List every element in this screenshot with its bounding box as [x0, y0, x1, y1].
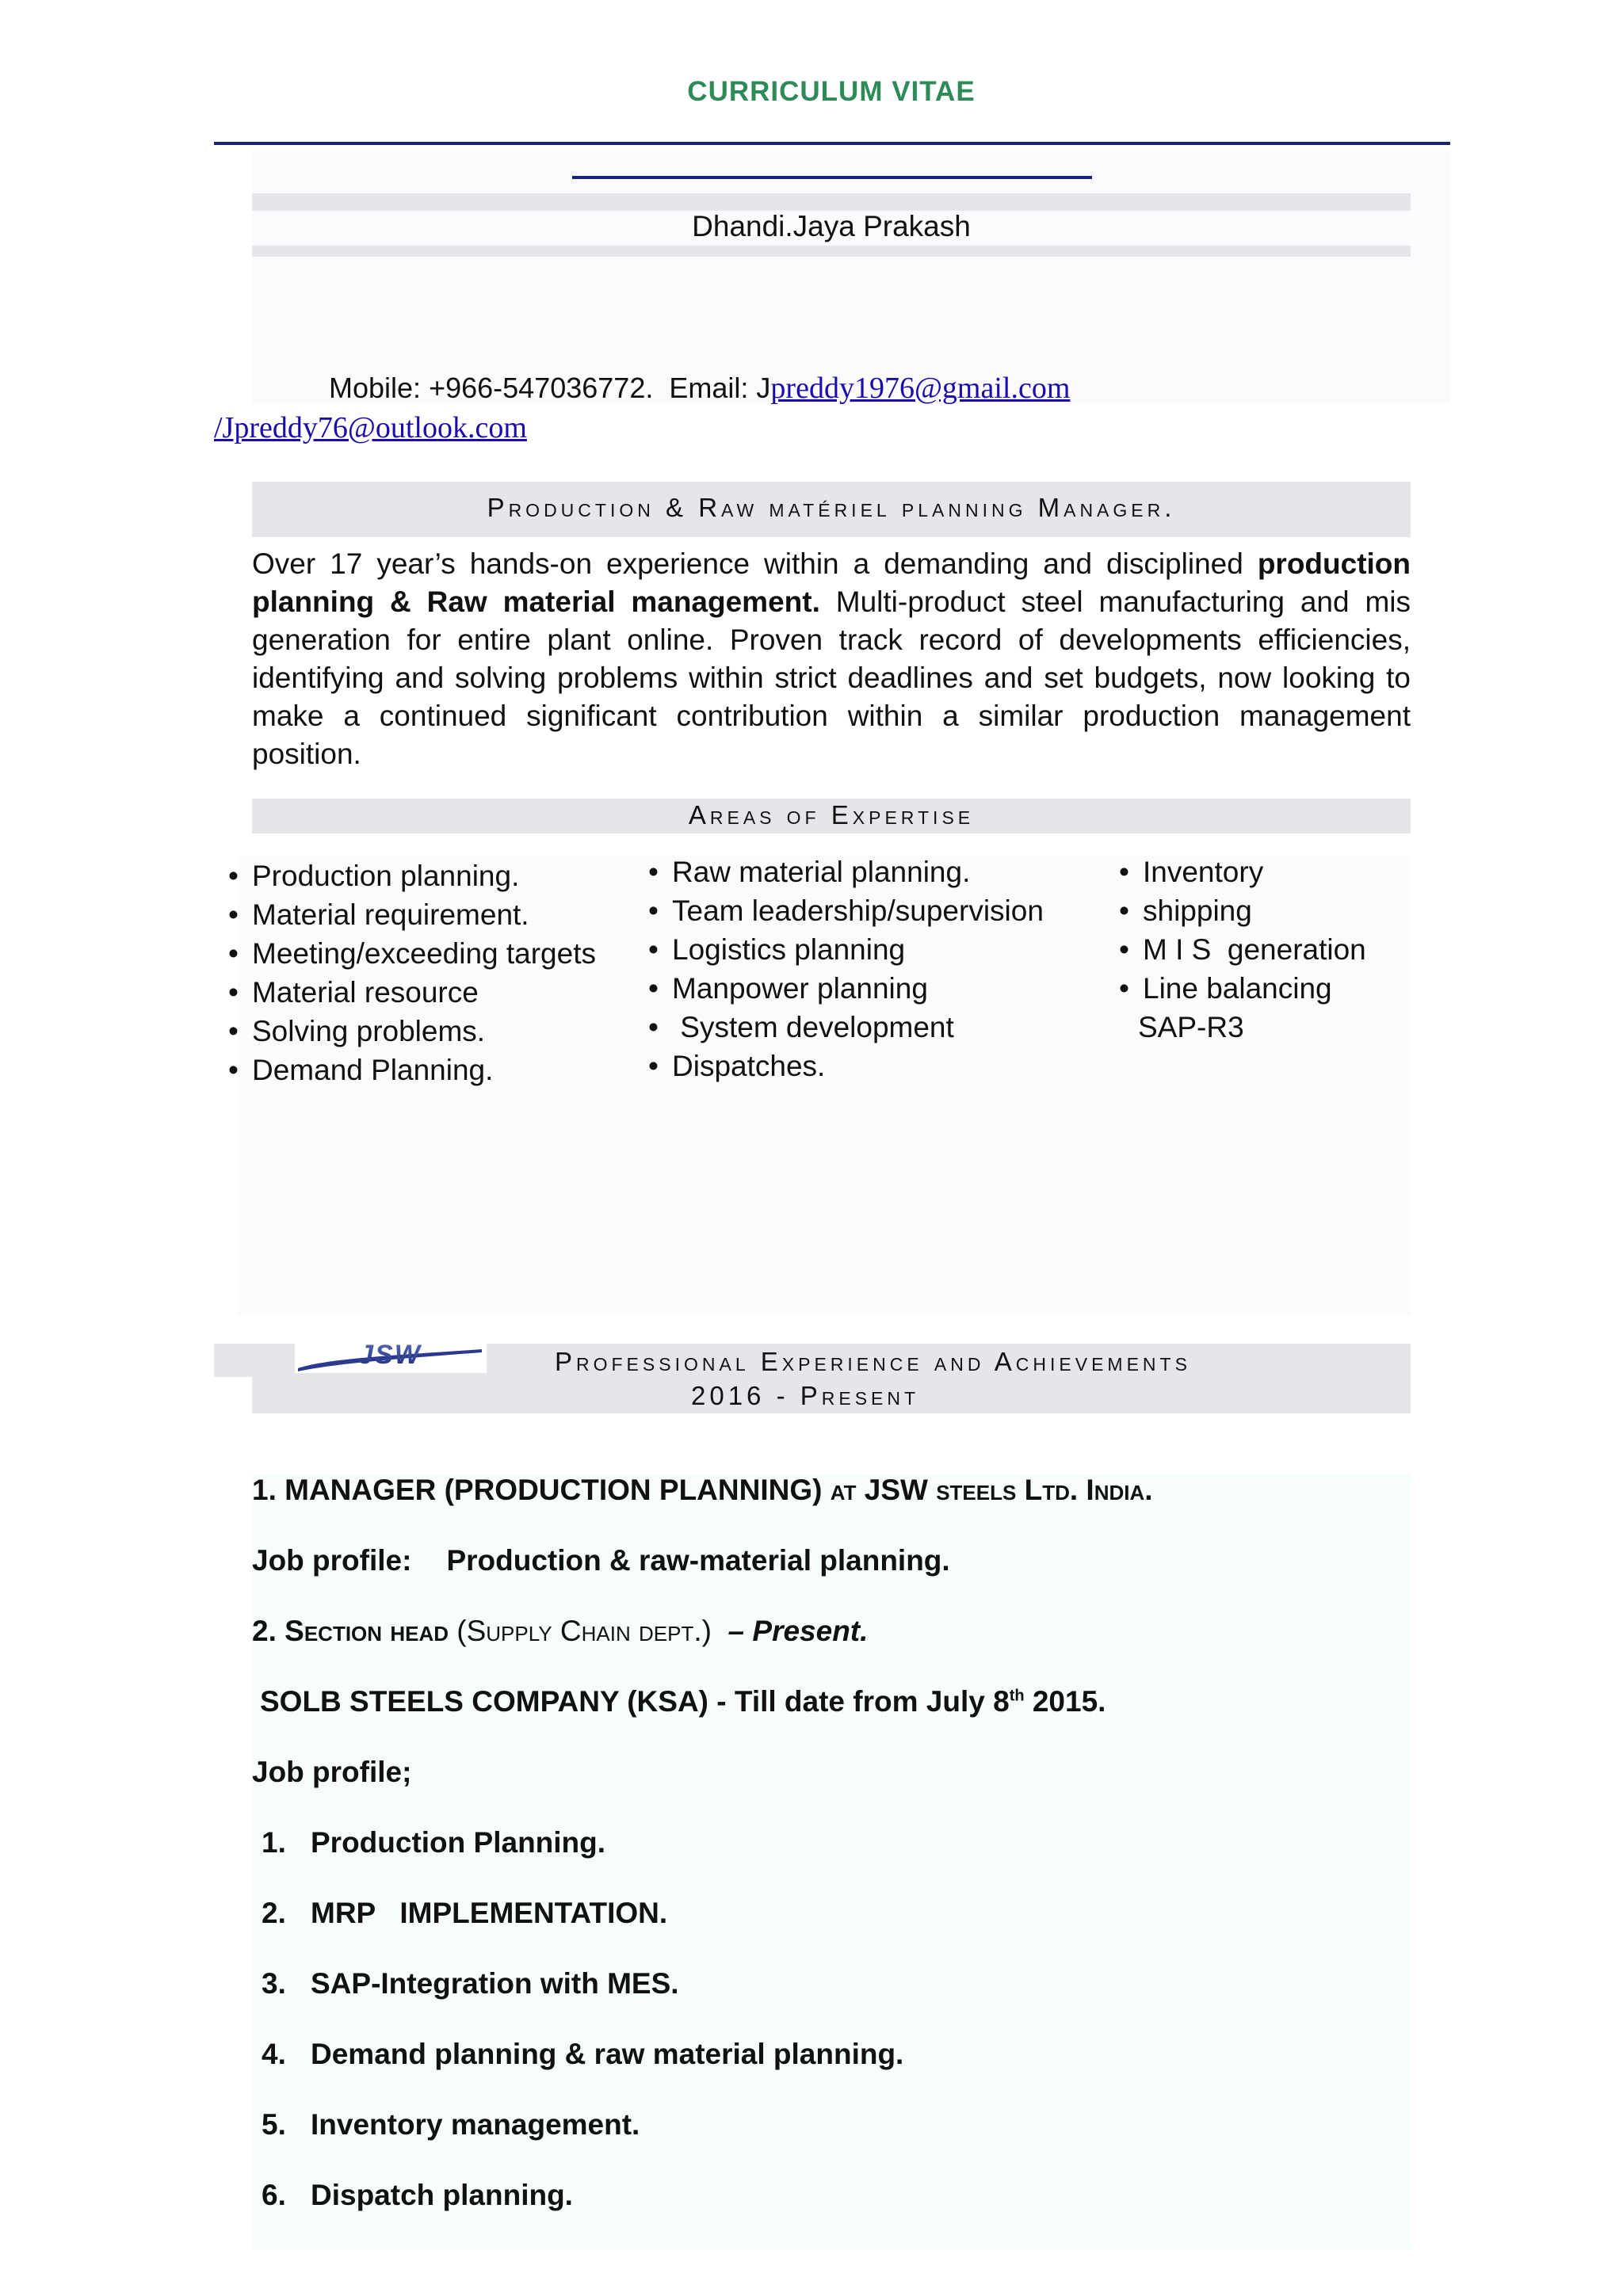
duty-text: Production Planning. — [311, 1826, 606, 1859]
summary-text-1: Over 17 year’s hands-on experience within a demanding and disciplined — [252, 547, 1258, 580]
list-item: • Material resource — [252, 973, 596, 1012]
duty-number: 6. — [262, 2179, 286, 2211]
summary-text-bold: production planning & Raw material management. — [252, 547, 1411, 618]
expertise-heading: Areas of Expertise — [688, 800, 975, 830]
company-2-text: SOLB STEELS COMPANY (KSA) - Till date from July 8 — [260, 1685, 1010, 1718]
list-item: • Production planning. — [252, 856, 596, 895]
duty-text: Dispatch planning. — [311, 2179, 573, 2211]
role-2-title: Section head — [285, 1615, 449, 1647]
role-1-company: at JSW steels Ltd. India. — [830, 1474, 1153, 1506]
role-2-present: – Present. — [727, 1615, 869, 1647]
company-2 — [260, 1685, 1106, 1718]
list-item: • Demand Planning. — [252, 1051, 596, 1089]
candidate-name: Dhandi.Jaya Prakash — [692, 210, 971, 242]
summary-text-2: Multi-product steel manufacturing and mis generation for entire plant online. Proven track record of developments efficiencies, identifying and solving problems within strict deadlines and set budgets, now looking to make a continued significant contribution within a similar production management position. — [252, 585, 1411, 770]
role-2-prefix: 2. — [252, 1615, 285, 1647]
role-2-dept: (Supply Chain dept.) — [456, 1615, 712, 1647]
company-2-sup: th — [1009, 1687, 1025, 1705]
list-item: • Team leadership/supervision — [672, 891, 1044, 930]
list-item: • Material requirement. — [252, 895, 596, 934]
duty-item — [262, 2179, 573, 2212]
duty-text: Inventory management. — [311, 2108, 640, 2141]
name-bar-bottom — [252, 246, 1411, 257]
contact-line — [329, 371, 1070, 406]
duty-text: SAP-Integration with MES. — [311, 1967, 679, 2000]
expertise-column-1 — [252, 856, 596, 1089]
duty-number: 5. — [262, 2108, 286, 2141]
role-2 — [252, 1615, 868, 1648]
duty-item — [262, 1967, 679, 2000]
duty-text: Demand planning & raw material planning. — [311, 2038, 904, 2070]
duty-number: 3. — [262, 1967, 286, 2000]
role-1 — [252, 1474, 1153, 1507]
list-item: • Inventory — [1143, 852, 1366, 891]
svg-text:JSW: JSW — [358, 1341, 422, 1370]
expertise-column-3 — [1138, 852, 1366, 1047]
objective-heading: Production & Raw matériel planning Manager. — [487, 493, 1176, 522]
experience-period: 2016 - Present — [691, 1381, 920, 1410]
list-item: • M I S generation — [1143, 930, 1366, 969]
title-short-rule — [572, 176, 1092, 179]
list-item: • Solving problems. — [252, 1012, 596, 1051]
list-item: • Meeting/exceeding targets — [252, 934, 596, 973]
email-label: Email: — [669, 372, 749, 404]
email-link-gmail[interactable]: preddy1976@gmail.com — [770, 372, 1071, 405]
list-item: • Manpower planning — [672, 969, 1044, 1008]
role-1-title: 1. MANAGER (PRODUCTION PLANNING) — [252, 1474, 831, 1506]
duty-text: MRP IMPLEMENTATION. — [311, 1897, 668, 1929]
duty-number: 1. — [262, 1826, 286, 1859]
expertise-column-2 — [672, 852, 1044, 1085]
company-2-year: 2015. — [1024, 1685, 1106, 1718]
list-item: • System development — [672, 1008, 1044, 1047]
duty-item — [262, 2038, 903, 2071]
title-rule — [214, 142, 1450, 145]
header-panel — [252, 151, 1450, 404]
experience-header-bar-left — [214, 1344, 254, 1377]
role-1-profile-label: Job profile: — [252, 1544, 412, 1577]
role-1-profile-text: Production & raw-material planning. — [446, 1544, 950, 1577]
duty-number: 4. — [262, 2038, 286, 2070]
list-item: • shipping — [1143, 891, 1366, 930]
experience-heading: Professional Experience and Achievements — [555, 1347, 1191, 1376]
role-1-profile — [252, 1544, 950, 1577]
mobile-number: +966-547036772. — [429, 372, 654, 404]
duty-number: 2. — [262, 1897, 286, 1929]
jsw-logo — [295, 1341, 487, 1373]
duty-item — [262, 1897, 667, 1930]
name-bar-top — [252, 193, 1411, 211]
document-title: CURRICULUM VITAE — [687, 76, 976, 107]
list-item-continuation: SAP-R3 — [1138, 1011, 1244, 1043]
list-item: • Raw material planning. — [672, 852, 1044, 891]
email-link-outlook[interactable]: /Jpreddy76@outlook.com — [214, 411, 527, 444]
list-item: • Dispatches. — [672, 1047, 1044, 1085]
list-item: • Logistics planning — [672, 930, 1044, 969]
list-item: • Line balancing — [1143, 969, 1366, 1008]
professional-summary — [252, 545, 1411, 773]
profile-2-label: Job profile; — [252, 1756, 412, 1788]
email-prefix: J — [756, 372, 771, 404]
jsw-logo-icon — [295, 1341, 487, 1373]
duty-item — [262, 1826, 605, 1859]
duty-item — [262, 2108, 640, 2142]
contact-line-2 — [214, 410, 527, 445]
mobile-label: Mobile: — [329, 372, 422, 404]
